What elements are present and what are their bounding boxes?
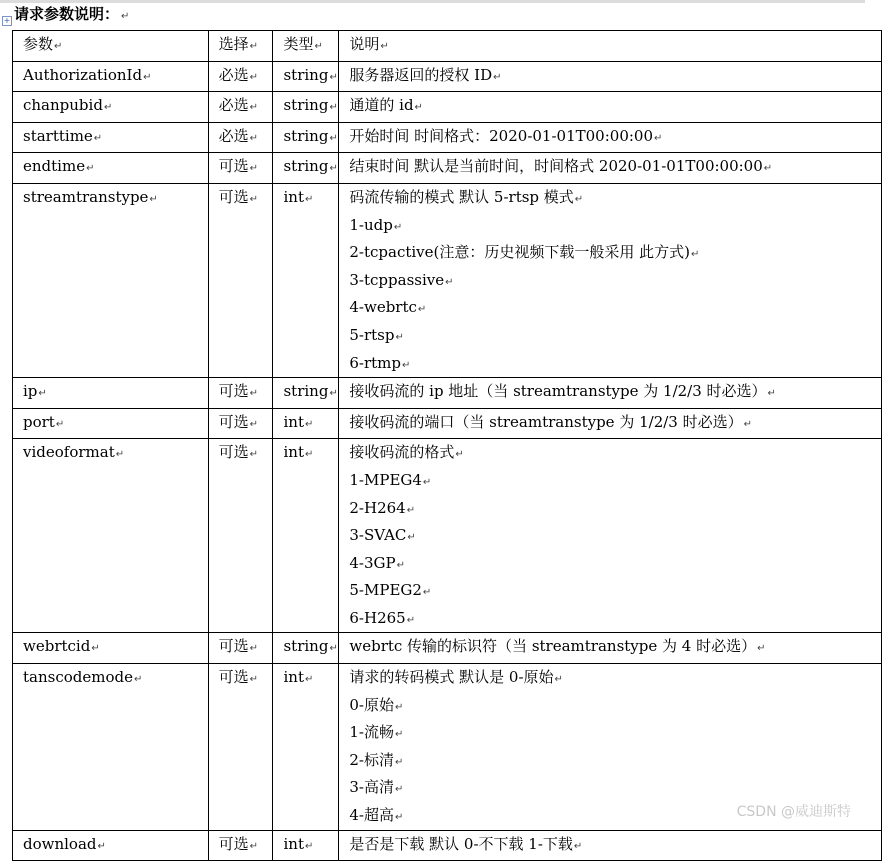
description-line: 接收码流的端口（当 streamtranstype 为 1/2/3 时必选）↵ [349, 412, 752, 431]
table-row [13, 633, 882, 664]
description-line: 2-tcpactive(注意：历史视频下载一般采用 此方式)↵ [349, 243, 700, 262]
table-row [13, 408, 882, 439]
description-line: 1-MPEG4↵ [349, 470, 432, 489]
description-line: 5-rtsp↵ [349, 325, 404, 344]
type-cell: int↵ [273, 439, 339, 633]
description-line: 1-流畅↵ [349, 723, 404, 742]
param-name-cell: videoformat↵ [13, 439, 209, 633]
description-line: 服务器返回的授权 ID↵ [349, 65, 502, 84]
required-cell: 可选↵ [208, 633, 273, 664]
description-line: 4-webrtc↵ [349, 298, 427, 317]
request-params-table [12, 30, 882, 861]
description-line: 0-原始↵ [349, 695, 404, 714]
param-name-cell: webrtcid↵ [13, 633, 209, 664]
description-line: 2-标清↵ [349, 750, 404, 769]
required-cell: 可选↵ [208, 378, 273, 409]
description-cell [339, 183, 882, 377]
required-cell: 必选↵ [208, 122, 273, 153]
description-line: 1-udp↵ [349, 215, 403, 234]
table-row [13, 92, 882, 123]
table-row [13, 439, 882, 633]
description-line: 码流传输的模式 默认 5-rtsp 模式↵ [349, 187, 584, 206]
type-cell: string↵ [273, 633, 339, 664]
required-cell: 必选↵ [208, 92, 273, 123]
top-border-line [0, 0, 865, 3]
description-line: 开始时间 时间格式：2020-01-01T00:00:00↵ [349, 126, 663, 145]
required-cell: 可选↵ [208, 408, 273, 439]
type-cell: int↵ [273, 830, 339, 861]
required-cell: 可选↵ [208, 439, 273, 633]
param-name-cell: tanscodemode↵ [13, 664, 209, 831]
description-cell [339, 378, 882, 409]
description-cell [339, 408, 882, 439]
type-cell: int↵ [273, 183, 339, 377]
param-name-cell: AuthorizationId↵ [13, 61, 209, 92]
param-name-cell: endtime↵ [13, 153, 209, 184]
header-param: 参数↵ [13, 31, 209, 62]
description-line: 是否是下载 默认 0-不下载 1-下载↵ [349, 834, 583, 853]
type-cell: string↵ [273, 61, 339, 92]
type-cell: string↵ [273, 153, 339, 184]
required-cell: 可选↵ [208, 153, 273, 184]
description-line: 5-MPEG2↵ [349, 581, 432, 600]
description-cell [339, 439, 882, 633]
description-line: 3-高清↵ [349, 778, 404, 797]
description-line: 接收码流的 ip 地址（当 streamtranstype 为 1/2/3 时必选）↵ [349, 382, 776, 401]
description-cell [339, 633, 882, 664]
required-cell: 可选↵ [208, 183, 273, 377]
description-cell [339, 830, 882, 861]
required-cell: 可选↵ [208, 830, 273, 861]
description-line: 2-H264↵ [349, 498, 416, 517]
type-cell: string↵ [273, 378, 339, 409]
table-row [13, 830, 882, 861]
description-cell [339, 61, 882, 92]
paragraph-mark: ↵ [121, 11, 130, 22]
table-row [13, 378, 882, 409]
description-line: 接收码流的格式↵ [349, 443, 464, 462]
watermark: CSDN @威迪斯特 [736, 804, 851, 820]
param-name-cell: port↵ [13, 408, 209, 439]
header-required: 选择↵ [208, 31, 273, 62]
table-row [13, 183, 882, 377]
description-line: 结束时间 默认是当前时间，时间格式 2020-01-01T00:00:00↵ [349, 157, 773, 176]
type-cell: string↵ [273, 92, 339, 123]
table-move-handle-icon[interactable]: + [3, 16, 11, 25]
section-heading: 请求参数说明： ↵ [14, 5, 130, 23]
type-cell: string↵ [273, 122, 339, 153]
description-line: 通道的 id↵ [349, 96, 423, 115]
description-line: webrtc 传输的标识符（当 streamtranstype 为 4 时必选）↵ [349, 637, 766, 656]
table-header-row [13, 31, 882, 62]
description-line: 3-SVAC↵ [349, 526, 416, 545]
required-cell: 必选↵ [208, 61, 273, 92]
param-name-cell: starttime↵ [13, 122, 209, 153]
description-cell [339, 92, 882, 123]
param-name-cell: ip↵ [13, 378, 209, 409]
type-cell: int↵ [273, 664, 339, 831]
header-type: 类型↵ [273, 31, 339, 62]
table-row [13, 61, 882, 92]
type-cell: int↵ [273, 408, 339, 439]
description-line: 4-3GP↵ [349, 553, 405, 572]
param-name-cell: chanpubid↵ [13, 92, 209, 123]
description-line: 4-超高↵ [349, 806, 404, 825]
table-row [13, 122, 882, 153]
required-cell: 可选↵ [208, 664, 273, 831]
description-cell [339, 153, 882, 184]
description-line: 3-tcppassive↵ [349, 270, 454, 289]
header-description: 说明↵ [339, 31, 882, 62]
description-cell [339, 122, 882, 153]
description-line: 请求的转码模式 默认是 0-原始↵ [349, 668, 563, 687]
description-line: 6-H265↵ [349, 608, 416, 627]
description-line: 6-rtmp↵ [349, 353, 411, 372]
param-name-cell: download↵ [13, 830, 209, 861]
param-name-cell: streamtranstype↵ [13, 183, 209, 377]
table-row [13, 153, 882, 184]
